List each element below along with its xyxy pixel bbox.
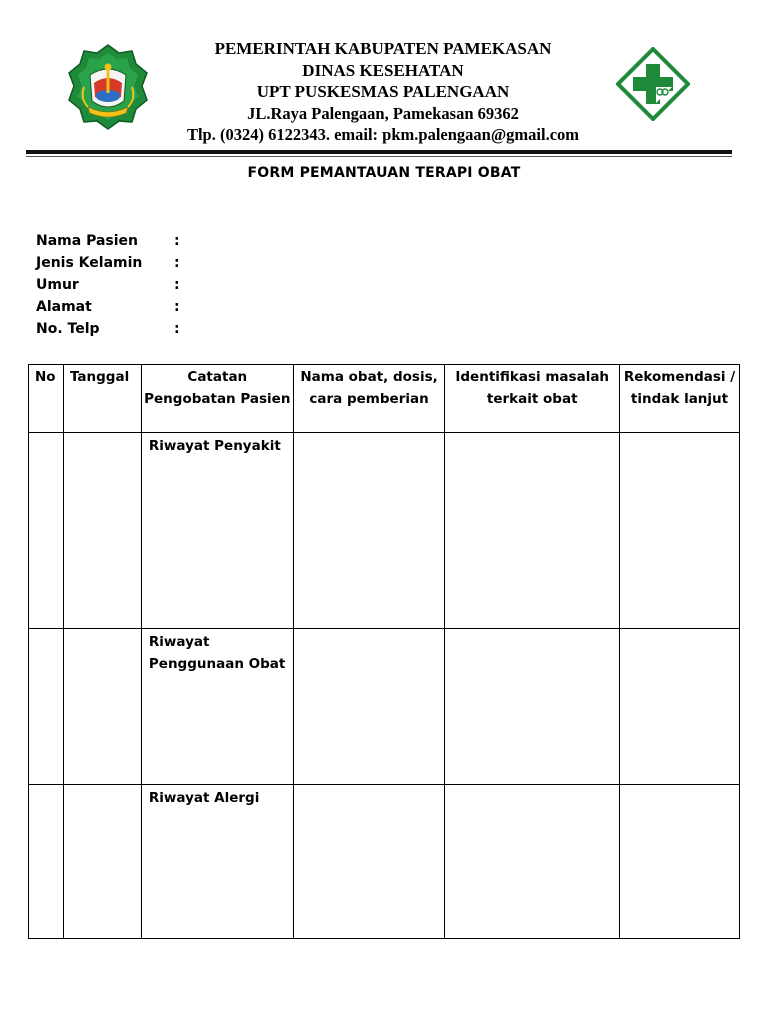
field-label: Umur [36,277,79,293]
field-colon: : [174,233,180,249]
letterhead-text [150,38,616,146]
cell-nama-obat[interactable] [293,785,445,939]
field-label: No. Telp [36,321,100,337]
therapy-table [28,364,740,939]
government-name: PEMERINTAH KABUPATEN PAMEKASAN [214,39,552,58]
cell-identifikasi[interactable] [445,785,620,939]
unit-name: UPT PUSKESMAS PALENGAAN [256,82,510,101]
field-label: Jenis Kelamin [36,255,143,271]
header-catatan: Catatan Pengobatan Pasien [141,365,293,433]
field-colon: : [174,255,180,271]
cell-catatan: Riwayat Alergi [141,785,293,939]
table-row [29,629,740,785]
cell-nama-obat[interactable] [293,433,445,629]
header-nama-obat: Nama obat, dosis, cara pemberian [293,365,445,433]
cell-rekomendasi[interactable] [620,629,740,785]
table-header-row [29,365,740,433]
field-colon: : [174,277,180,293]
contact-info: Tlp. (0324) 6122343. email: pkm.palengaan@gmail.com [186,125,580,144]
cell-tanggal[interactable] [63,433,141,629]
table-row [29,433,740,629]
address: JL.Raya Palengaan, Pamekasan 69362 [247,103,519,123]
field-label: Nama Pasien [36,233,138,249]
letterhead [0,0,768,160]
cell-rekomendasi[interactable] [620,785,740,939]
cell-catatan: Riwayat Penyakit [141,433,293,629]
header-no: No [29,365,64,433]
cell-rekomendasi[interactable] [620,433,740,629]
puskesmas-logo-icon [616,47,690,121]
letterhead-divider-thin [26,156,732,157]
cell-tanggal[interactable] [63,785,141,939]
cell-no[interactable] [29,433,64,629]
cell-catatan: Riwayat Penggunaan Obat [141,629,293,785]
letterhead-divider [26,150,732,154]
cell-identifikasi[interactable] [445,629,620,785]
field-colon: : [174,321,180,337]
header-rekomendasi: Rekomendasi / tindak lanjut [620,365,740,433]
cell-identifikasi[interactable] [445,433,620,629]
cell-nama-obat[interactable] [293,629,445,785]
cell-tanggal[interactable] [63,629,141,785]
department-name: DINAS KESEHATAN [302,60,464,80]
header-tanggal: Tanggal [63,365,141,433]
field-colon: : [174,299,180,315]
cell-no[interactable] [29,785,64,939]
header-identifikasi: Identifikasi masalah terkait obat [445,365,620,433]
form-title: FORM PEMANTAUAN TERAPI OBAT [247,165,521,181]
cell-no[interactable] [29,629,64,785]
pamekasan-emblem-icon [66,43,150,131]
field-label: Alamat [36,299,92,315]
table-row [29,785,740,939]
